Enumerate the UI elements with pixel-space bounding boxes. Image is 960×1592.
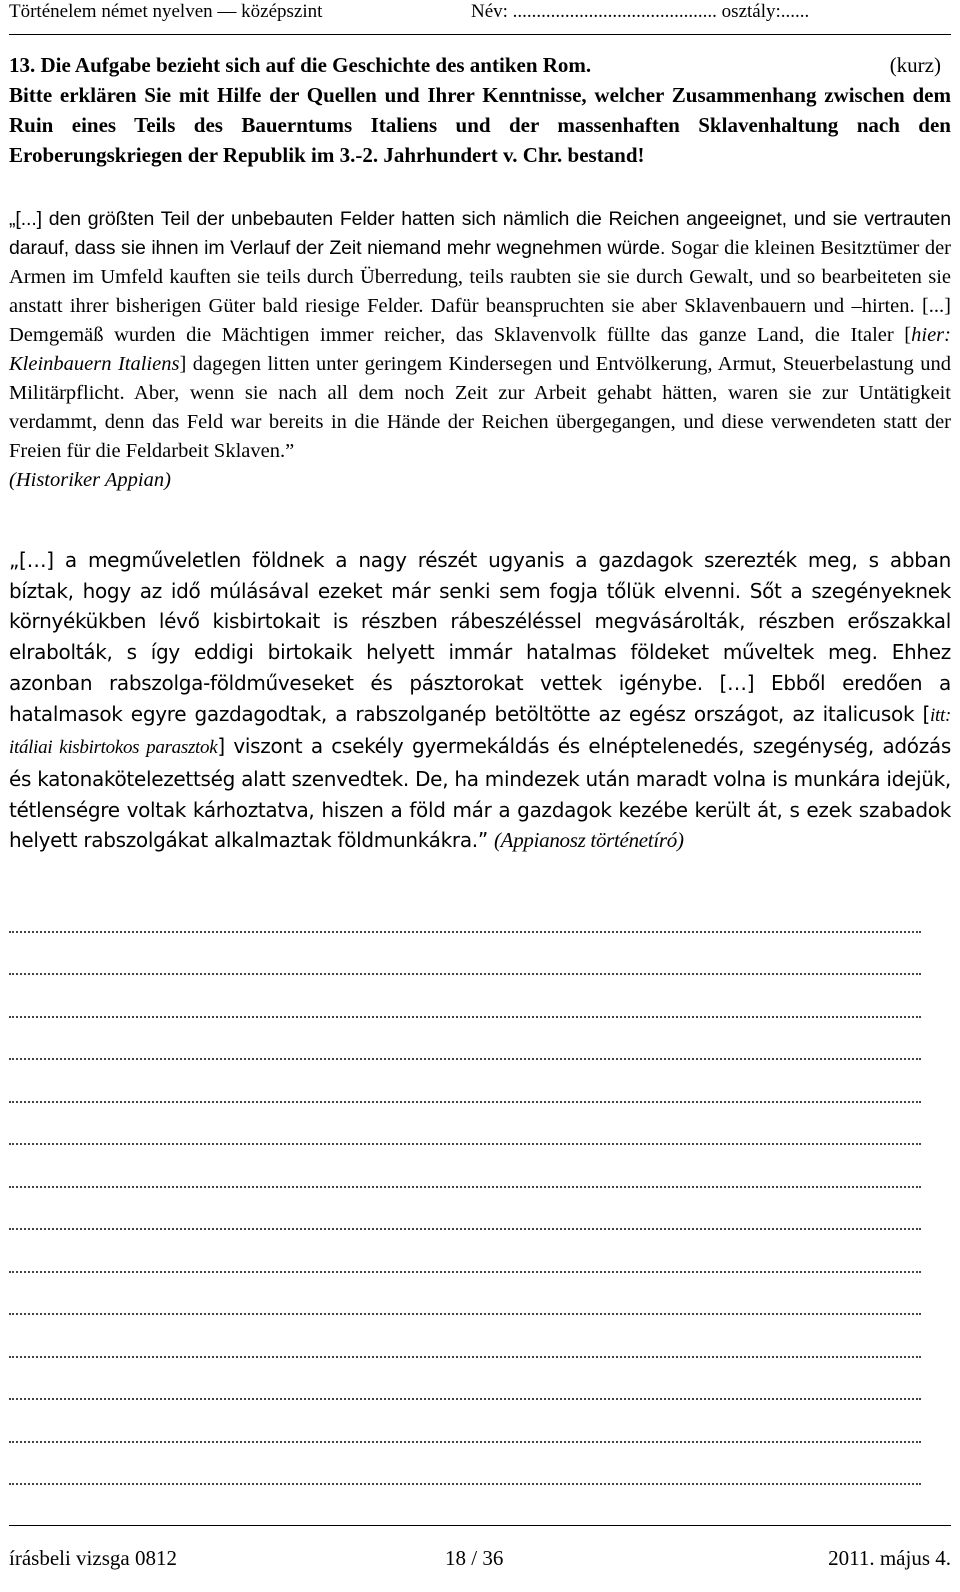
task-title: 13. Die Aufgabe bezieht sich auf die Geschichte des antiken Rom. (9, 53, 592, 77)
answer-line[interactable] (9, 1113, 951, 1156)
source-hungarian-part1: „[…] a megműveletlen földnek a nagy részét ugyanis a gazdagok szerezték meg, s abban bíztak, hogy az idő múlásával ezeket már senki sem fogja tőlük elvenni. Sőt a szegényeknek környékükben lévő kisbirtokait is részben rábeszéléssel megvásárolták, részben erőszakkal elrabolták, s így eddigi birtokaik helyett immár hatalmas földeket műveltek meg. Ehhez azonban rabszolga-földműveseket és pásztorokat vettek igénybe. […] Ebből eredően a hatalmasok egyre gazdagodtak, a rabszolganép betöltötte az egész országot, az italicusok [ (9, 548, 951, 726)
page-header (9, 0, 951, 35)
answer-line[interactable] (9, 1410, 951, 1453)
source-hungarian-author: (Appianosz történetíró) (493, 828, 684, 853)
answer-line[interactable] (9, 1283, 951, 1326)
page-footer (9, 1525, 951, 1592)
source-german-part1: „[...] den größten Teil der unbebauten Felder hatten sich nämlich die Reichen angeeignet, und sie vertrauten darauf, dass sie ihnen im Verlauf der Zeit niemand mehr wegnehmen würde. (9, 208, 951, 259)
footer-page-number: 18 / 36 (445, 1546, 504, 1570)
answer-area[interactable] (9, 900, 951, 1495)
task-prompt (9, 50, 951, 170)
task-body: Bitte erklären Sie mit Hilfe der Quellen und Ihrer Kenntnisse, welcher Zusammenhang zwischen dem Ruin eines Teils des Bauerntums Italiens und der massenhaften Sklavenhaltung nach den Eroberungskriegen der Republik im 3.-2. Jahrhundert v. Chr. bestand! (9, 83, 951, 167)
answer-line[interactable] (9, 985, 951, 1028)
source-german (9, 205, 951, 495)
answer-line[interactable] (9, 1368, 951, 1411)
answer-line[interactable] (9, 1070, 951, 1113)
source-hungarian (9, 545, 951, 856)
exam-page (9, 0, 951, 1591)
header-subject: Történelem német nyelven — középszint (9, 1, 323, 22)
footer-exam-code: írásbeli vizsga 0812 (9, 1546, 177, 1570)
answer-line[interactable] (9, 1240, 951, 1283)
answer-line[interactable] (9, 1198, 951, 1241)
answer-line[interactable] (9, 900, 951, 943)
source-german-part3: ] dagegen litten unter geringem Kindersegen und Entvölkerung, Armut, Steuerbelastung und Militärpflicht. Aber, wenn sie nach all dem noch Zeit zur Arbeit gehabt hätten, waren sie zur Untätigkeit verdammt, denn das Feld war bereits in die Hände der Reichen übergegangen, und diese verwendeten statt der Freien für die Feldarbeit Sklaven.” (9, 353, 952, 462)
task-length-badge: (kurz) (889, 53, 941, 77)
source-hungarian-note: itt: itáliai kisbirtokos parasztok (9, 704, 951, 759)
answer-line[interactable] (9, 1155, 951, 1198)
answer-line[interactable] (9, 943, 951, 986)
answer-line[interactable] (9, 1325, 951, 1368)
answer-line[interactable] (9, 1453, 951, 1496)
answer-line[interactable] (9, 1028, 951, 1071)
header-name-field[interactable]: Név: ........................................... osztály:...... (471, 1, 810, 22)
source-german-part2: Sogar die kleinen Besitztümer der Armen im Umfeld kauften sie teils durch Überredung, teils raubten sie sie durch Gewalt, und so bearbeiteten sie anstatt ihrer bisherigen Güter bald riesige Felder. Dafür beanspruchten sie aber Sklavenbauern und –hirten. [...] Demgemäß wurden die Mächtigen immer reicher, das Sklavenvolk füllte das ganze Land, die Italer [ (9, 237, 951, 346)
footer-date: 2011. május 4. (828, 1546, 951, 1570)
source-hungarian-part2: ] viszont a csekély gyermekáldás és elnéptelenedés, szegénység, adózás és katonakötelezettség alatt szenvedtek. De, ha mindezek után maradt volna is munkára idejük, tétlenségre voltak kárhoztatva, hiszen a föld már a gazdagok kezébe került át, s ezek szabadok helyett rabszolgákat alkalmaztak földmunkákra.” (9, 734, 951, 853)
source-german-author: (Historiker Appian) (9, 469, 171, 491)
source-german-note: hier: Kleinbauern Italiens (9, 324, 951, 375)
